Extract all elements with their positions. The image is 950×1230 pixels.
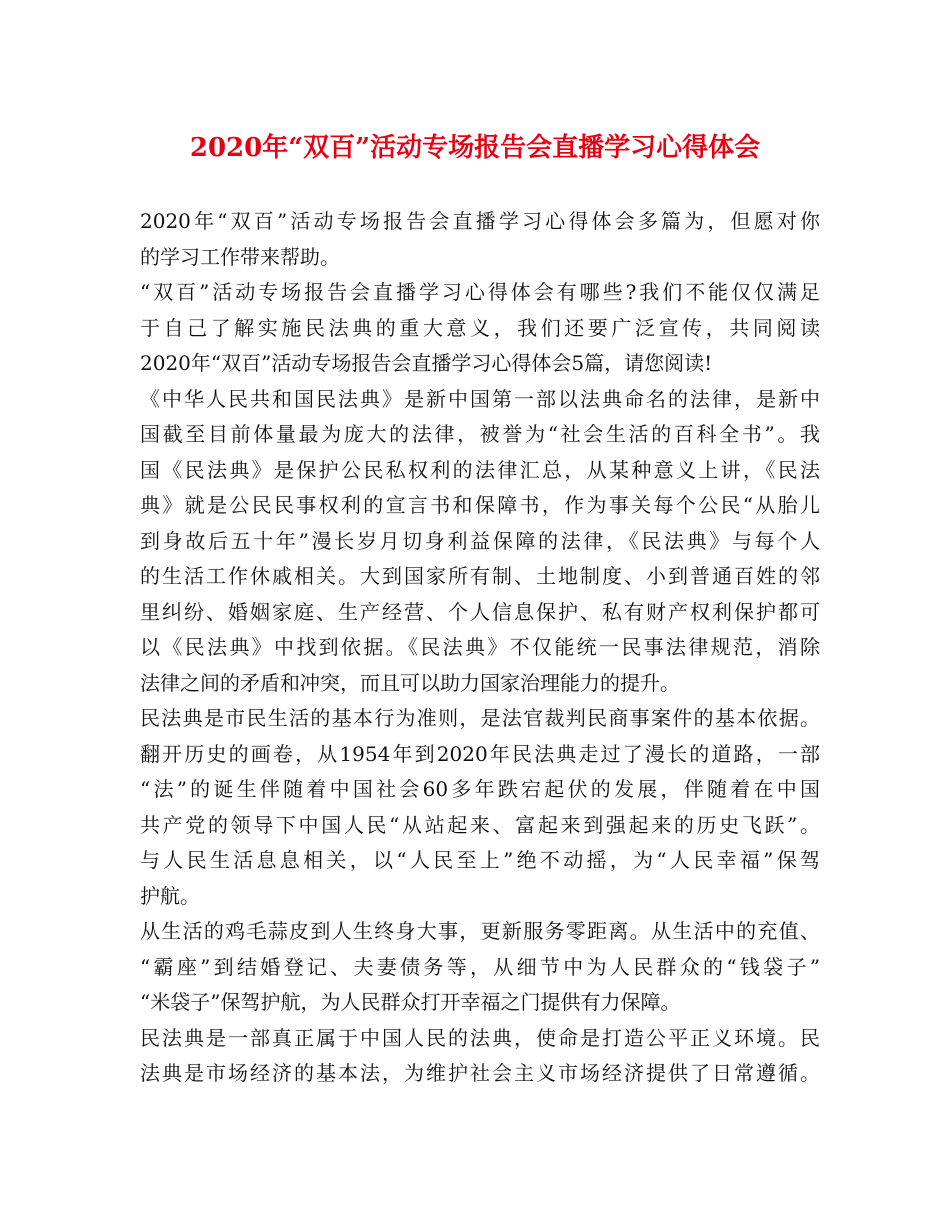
body-line: 《中华人民共和国民法典》是新中国第一部以法典命名的法律，是新中	[140, 386, 820, 411]
body-line: 共产党的领导下中国人民“从站起来、富起来到强起来的历史飞跃”。	[140, 812, 820, 837]
body-line: 国截至目前体量最为庞大的法律，被誉为“社会生活的百科全书”。我	[140, 422, 820, 446]
body-line: 国《民法典》是保护公民私权利的法律汇总，从某种意义上讲，《民法	[140, 457, 820, 482]
body-line: 2020年“双百”活动专场报告会直播学习心得体会多篇为，但愿对你	[140, 209, 820, 233]
body-line: 法典是市场经济的基本法，为维护社会主义市场经济提供了日常遵循。	[140, 1061, 820, 1085]
body-line: “双百”活动专场报告会直播学习心得体会有哪些?我们不能仅仅满足	[140, 280, 820, 304]
body-line: “霸座”到结婚登记、夫妻债务等，从细节中为人民群众的“钱袋子”	[140, 954, 820, 979]
body-line: 的生活工作休戚相关。大到国家所有制、土地制度、小到普通百姓的邻	[140, 564, 820, 588]
body-line: 与人民生活息息相关，以“人民至上”绝不动摇，为“人民幸福”保驾	[140, 848, 820, 872]
body-line: 于自己了解实施民法典的重大意义，我们还要广泛宣传，共同阅读	[140, 315, 820, 340]
body-line: 到身故后五十年”漫长岁月切身利益保障的法律，《民法典》与每个人	[140, 528, 820, 553]
body-line: 民法典是一部真正属于中国人民的法典，使命是打造公平正义环境。民	[140, 1025, 820, 1050]
body-line: 2020年“双百”活动专场报告会直播学习心得体会5篇，请您阅读!	[140, 351, 713, 375]
body-line: 翻开历史的画卷，从1954年到2020年民法典走过了漫长的道路，一部	[140, 741, 820, 766]
body-line: “米袋子”保驾护航，为人民群众打开幸福之门提供有力保障。	[140, 990, 681, 1014]
body-line: 以《民法典》中找到依据。《民法典》不仅能统一民事法律规范，消除	[140, 635, 820, 659]
body-line: 护航。	[140, 883, 200, 908]
body-line: “法”的诞生伴随着中国社会60多年跌宕起伏的发展，伴随着在中国	[140, 777, 820, 801]
body-line: 民法典是市民生活的基本行为准则，是法官裁判民商事案件的基本依据。	[140, 706, 820, 730]
document-body	[140, 204, 820, 1092]
body-line: 从生活的鸡毛蒜皮到人生终身大事，更新服务零距离。从生活中的充值、	[140, 919, 820, 943]
body-line: 里纠纷、婚姻家庭、生产经营、个人信息保护、私有财产权利保护都可	[140, 599, 820, 624]
body-line: 法律之间的矛盾和冲突，而且可以助力国家治理能力的提升。	[140, 670, 680, 695]
body-line: 典》就是公民民事权利的宣言书和保障书，作为事关每个公民“从胎儿	[140, 493, 820, 517]
body-line: 的学习工作带来帮助。	[140, 244, 340, 269]
document-title: 2020年“双百”活动专场报告会直播学习心得体会	[189, 133, 761, 163]
